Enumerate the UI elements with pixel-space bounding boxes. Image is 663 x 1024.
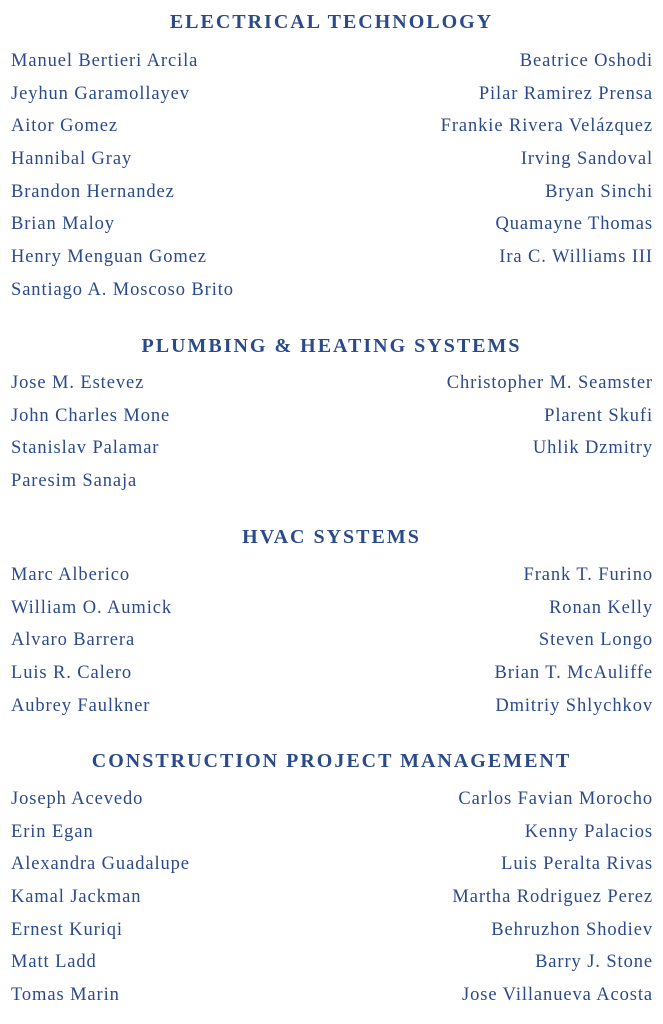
left-column <box>11 45 234 307</box>
graduate-name: Steven Longo <box>538 630 653 651</box>
graduate-name: Erin Egan <box>11 821 94 842</box>
graduate-name: Frankie Rivera Velázquez <box>440 116 653 137</box>
right-column <box>447 367 653 465</box>
graduate-name: Beatrice Oshodi <box>519 51 653 71</box>
graduate-name: Henry Menguan Gomez <box>11 247 207 268</box>
graduate-name: Paresim Sanaja <box>11 471 138 492</box>
graduate-name: Frank T. Furino <box>523 565 653 585</box>
section-heading-plumbing-heating: PLUMBING & HEATING SYSTEMS <box>141 335 522 357</box>
graduate-name: Kamal Jackman <box>11 887 142 908</box>
graduate-name: Ronan Kelly <box>549 597 653 618</box>
graduate-name: Quamayne Thomas <box>495 214 653 235</box>
graduate-name: Stanislav Palamar <box>11 438 160 459</box>
graduate-name: William O. Aumick <box>11 597 172 618</box>
section-heading-electrical-technology: ELECTRICAL TECHNOLOGY <box>169 11 494 33</box>
graduate-name: Ira C. Williams III <box>499 247 653 268</box>
graduate-name: Santiago A. Moscoso Brito <box>11 279 234 300</box>
graduate-name: Jose M. Estevez <box>11 373 145 393</box>
graduate-name: Barry J. Stone <box>535 952 653 973</box>
graduate-name: Carlos Favian Morocho <box>458 789 653 809</box>
graduate-name: Irving Sandoval <box>520 149 653 170</box>
graduate-name: Luis Peralta Rivas <box>501 854 653 875</box>
graduate-name: Alexandra Guadalupe <box>11 854 190 875</box>
graduate-name: Aitor Gomez <box>11 116 118 137</box>
graduate-name: John Charles Mone <box>11 405 171 426</box>
section-heading-hvac-systems: HVAC SYSTEMS <box>242 526 421 548</box>
graduate-name: Martha Rodriguez Perez <box>452 887 653 908</box>
graduate-name: Behruzhon Shodiev <box>491 919 653 940</box>
graduate-name: Joseph Acevedo <box>11 789 144 809</box>
graduate-name: Ernest Kuriqi <box>11 919 123 940</box>
graduate-name: Bryan Sinchi <box>545 181 653 202</box>
graduate-name: Matt Ladd <box>11 952 97 973</box>
graduate-name: Alvaro Barrera <box>11 630 136 651</box>
right-column <box>494 559 653 722</box>
graduate-name: Tomas Marin <box>11 985 120 1006</box>
left-column <box>11 559 172 722</box>
graduate-name: Manuel Bertieri Arcila <box>11 51 199 71</box>
graduate-name: Hannibal Gray <box>11 149 133 170</box>
graduate-name: Plarent Skufi <box>544 405 653 426</box>
graduate-name: Dmitriy Shlychkov <box>495 695 653 716</box>
right-column <box>452 783 653 1012</box>
graduate-name: Luis R. Calero <box>11 663 133 684</box>
section-heading-construction-project-management: CONSTRUCTION PROJECT MANAGEMENT <box>91 750 572 772</box>
graduate-name: Pilar Ramirez Prensa <box>478 83 653 104</box>
graduate-name: Jose Villanueva Acosta <box>462 985 653 1006</box>
graduate-name: Brian Maloy <box>11 214 115 235</box>
right-column <box>441 45 653 274</box>
graduate-name: Uhlik Dzmitry <box>532 438 653 459</box>
left-column <box>11 783 190 1012</box>
graduate-name: Kenny Palacios <box>524 821 653 842</box>
left-column <box>11 367 170 498</box>
graduate-name: Brian T. McAuliffe <box>494 663 653 684</box>
graduate-name: Brandon Hernandez <box>11 181 175 202</box>
graduate-name: Jeyhun Garamollayev <box>11 83 190 104</box>
graduate-name: Aubrey Faulkner <box>11 695 151 716</box>
graduate-name: Christopher M. Seamster <box>446 373 653 393</box>
graduate-name: Marc Alberico <box>11 565 131 585</box>
